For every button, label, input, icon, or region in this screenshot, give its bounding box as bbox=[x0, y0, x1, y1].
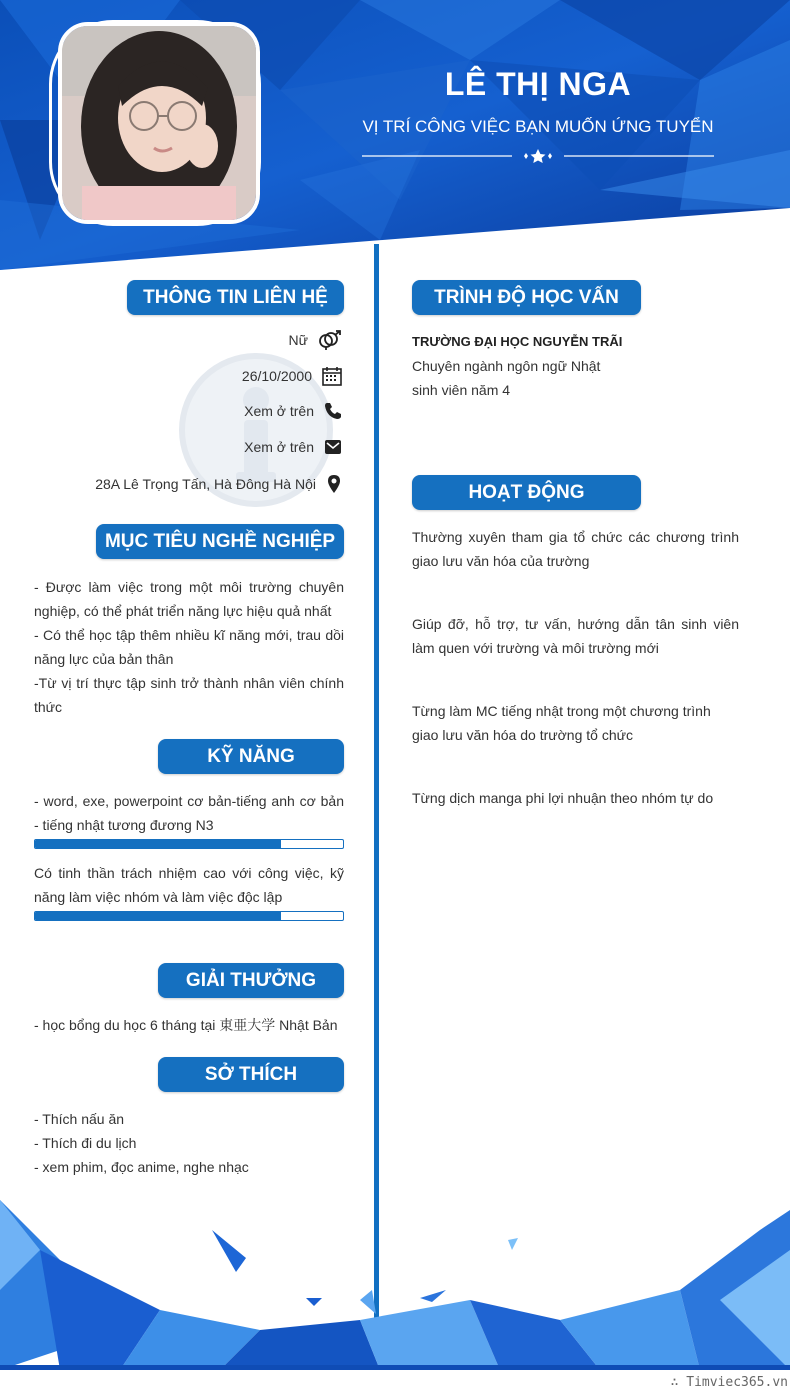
calendar-icon bbox=[322, 366, 342, 386]
small-star-icon bbox=[524, 153, 528, 159]
skills-heading: KỸ NĂNG bbox=[158, 739, 344, 774]
footer-credit: ∴ Timviec365.vn bbox=[670, 1375, 788, 1390]
award-text: - học bổng du học 6 tháng tại 東亜大学 Nhật Bản bbox=[34, 1017, 338, 1033]
skill-level-fill bbox=[35, 840, 281, 848]
activity-item: Từng dịch manga phi lợi nhuận theo nhóm tự do bbox=[412, 790, 714, 806]
contact-gender bbox=[289, 330, 342, 350]
birthday-text: 26/10/2000 bbox=[241, 368, 312, 384]
header-divider bbox=[362, 146, 714, 166]
footer-decoration bbox=[0, 1190, 790, 1370]
contact-birthday bbox=[242, 366, 342, 386]
email-icon bbox=[324, 438, 342, 456]
phone-text: Xem ở trên bbox=[244, 403, 314, 419]
objective-line: -Từ vị trí thực tập sinh trở thành nhân viên chính thức bbox=[34, 675, 344, 715]
contact-email bbox=[244, 438, 342, 456]
hobby-item: - xem phim, đọc anime, nghe nhạc bbox=[34, 1159, 249, 1175]
school-name: TRƯỜNG ĐẠI HỌC NGUYỄN TRÃI bbox=[412, 334, 623, 349]
location-pin-icon bbox=[326, 474, 342, 494]
skill-text: - word, exe, powerpoint cơ bản-tiếng anh cơ bản - tiếng nhật tương đương N3 bbox=[34, 793, 344, 833]
hobby-item: - Thích nấu ăn bbox=[34, 1111, 125, 1127]
awards-heading: GIẢI THƯỞNG bbox=[158, 963, 344, 998]
avatar bbox=[58, 22, 260, 224]
address-text: 28A Lê Trọng Tấn, Hà Đông Hà Nội bbox=[95, 476, 316, 492]
activity-item: Từng làm MC tiếng nhật trong một chương trình giao lưu văn hóa do trường tổ chức bbox=[412, 703, 711, 743]
objective-line: - Có thể học tập thêm nhiều kĩ năng mới, trau dồi năng lực của bản thân bbox=[34, 627, 344, 667]
gender-text: Nữ bbox=[288, 332, 308, 348]
email-text: Xem ở trên bbox=[244, 439, 314, 455]
objective-line: - Được làm việc trong một môi trường chuyên nghiệp, có thể phát triển năng lực hiệu quả nhất bbox=[34, 579, 344, 619]
skill-level-bar bbox=[34, 911, 344, 921]
education-heading: TRÌNH ĐỘ HỌC VẤN bbox=[412, 280, 641, 315]
skill-level-bar bbox=[34, 839, 344, 849]
hobbies-heading: SỞ THÍCH bbox=[158, 1057, 344, 1092]
star-icon bbox=[531, 149, 546, 163]
skill-level-fill bbox=[35, 912, 281, 920]
desired-position: VỊ TRÍ CÔNG VIỆC BẠN MUỐN ỨNG TUYỂN bbox=[362, 117, 714, 136]
activity-item: Thường xuyên tham gia tổ chức các chương trình giao lưu văn hóa của trường bbox=[412, 529, 739, 569]
gender-icon bbox=[318, 330, 342, 350]
activities-heading: HOẠT ĐỘNG bbox=[412, 475, 641, 510]
small-star-icon bbox=[548, 153, 552, 159]
skill-text: Có tinh thần trách nhiệm cao với công việc, kỹ năng làm việc nhóm và làm việc độc lập bbox=[34, 865, 344, 905]
center-divider bbox=[374, 244, 379, 1330]
objective-heading: MỤC TIÊU NGHỀ NGHIỆP bbox=[96, 524, 344, 559]
education-year: sinh viên năm 4 bbox=[412, 382, 511, 398]
contact-address bbox=[95, 474, 342, 494]
hobby-item: - Thích đi du lịch bbox=[34, 1135, 137, 1151]
education-major: Chuyên ngành ngôn ngữ Nhật bbox=[412, 358, 601, 374]
activity-item: Giúp đỡ, hỗ trợ, tư vấn, hướng dẫn tân sinh viên làm quen với trường và môi trường mới bbox=[412, 616, 739, 656]
phone-icon bbox=[324, 402, 342, 420]
contact-heading: THÔNG TIN LIÊN HỆ bbox=[127, 280, 344, 315]
contact-phone bbox=[244, 402, 342, 420]
candidate-name: LÊ THỊ NGA bbox=[444, 66, 632, 102]
